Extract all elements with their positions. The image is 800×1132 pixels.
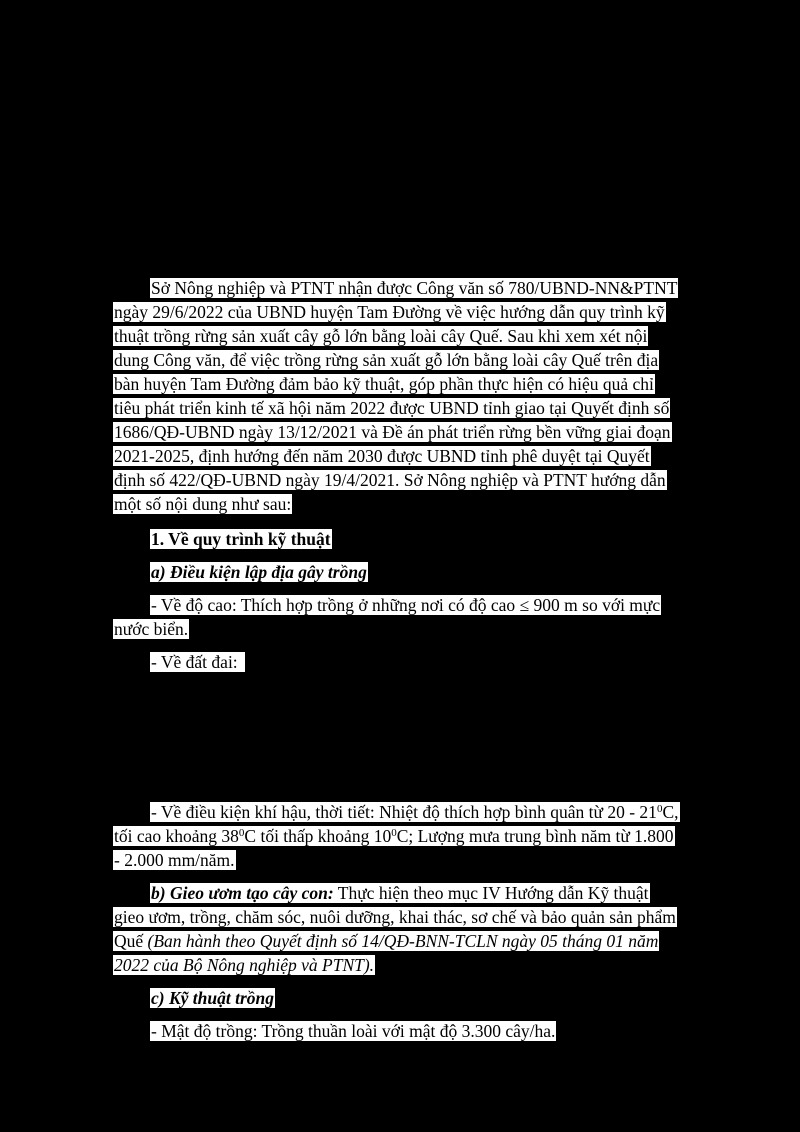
subsection-b-line-4: 2022 của Bộ Nông nghiệp và PTNT). xyxy=(114,955,375,975)
intro-line-3: thuật trồng rừng sản xuất cây gỗ lớn bằng loài cây Quế. Sau khi xem xét nội xyxy=(114,326,648,346)
intro-line-7: 1686/QĐ-UBND ngày 13/12/2021 và Đề án phát triển rừng bền vững giai đoạn xyxy=(114,422,671,442)
intro-line-5: bàn huyện Tam Đường đảm bảo kỹ thuật, góp phần thực hiện có hiệu quả chỉ xyxy=(114,374,654,394)
density-line: - Mật độ trồng: Trồng thuần loài với mật độ 3.300 cây/ha. xyxy=(151,1021,556,1041)
altitude-line-1: - Về độ cao: Thích hợp trồng ở những nơi có độ cao ≤ 900 m so với mực xyxy=(151,595,661,615)
intro-line-8: 2021-2025, định hướng đến năm 2030 được UBND tỉnh phê duyệt tại Quyết xyxy=(114,446,650,466)
intro-line-4: dung Công văn, để việc trồng rừng sản xuất gỗ lớn bằng loài cây Quế trên địa xyxy=(114,350,659,370)
subsection-a-heading: a) Điều kiện lập địa gây trồng xyxy=(151,562,367,582)
climate-line-1: - Về điều kiện khí hậu, thời tiết: Nhiệt độ thích hợp bình quân từ $20 - 21^0C$, xyxy=(151,802,679,822)
land-line: - Về đất đai: xyxy=(150,650,725,674)
subsection-c-heading: c) Kỹ thuật trồng xyxy=(151,988,275,1008)
subsection-b-line-3: Quế (Ban hành theo Quyết định số 14/QĐ-BNN-TCLN ngày 05 tháng 01 năm xyxy=(114,931,659,951)
altitude-line-2: nước biển. xyxy=(114,619,189,639)
climate-line-3: - 2.000 mm/năm. xyxy=(114,850,235,870)
intro-line-1: Sở Nông nghiệp và PTNT nhận được Công văn số 780/UBND-NN&PTNT xyxy=(151,278,678,298)
subsection-b-line-2: gieo ươm, trồng, chăm sóc, nuôi dưỡng, khai thác, sơ chế và bảo quản sản phẩm xyxy=(114,907,676,927)
intro-line-6: tiêu phát triển kinh tế xã hội năm 2022 được UBND tỉnh giao tại Quyết định số xyxy=(114,398,670,418)
subsection-b-line-1: b) Gieo ươm tạo cây con: Thực hiện theo mục IV Hướng dẫn Kỹ thuật xyxy=(151,883,649,903)
subsection-b-heading: b) Gieo ươm tạo cây con: xyxy=(151,883,334,903)
climate-line-2: tối cao khoảng $38^0C$ tối thấp khoảng $10^0C$; Lượng mưa trung bình năm từ 1.800 xyxy=(114,826,674,846)
intro-line-2: ngày 29/6/2022 của UBND huyện Tam Đường về việc hướng dẫn quy trình kỹ xyxy=(114,302,665,322)
intro-line-10: một số nội dung như sau: xyxy=(114,494,292,514)
intro-line-9: định số 422/QĐ-UBND ngày 19/4/2021. Sở Nông nghiệp và PTNT hướng dẫn xyxy=(114,470,666,490)
section-heading: 1. Về quy trình kỹ thuật xyxy=(151,529,331,549)
